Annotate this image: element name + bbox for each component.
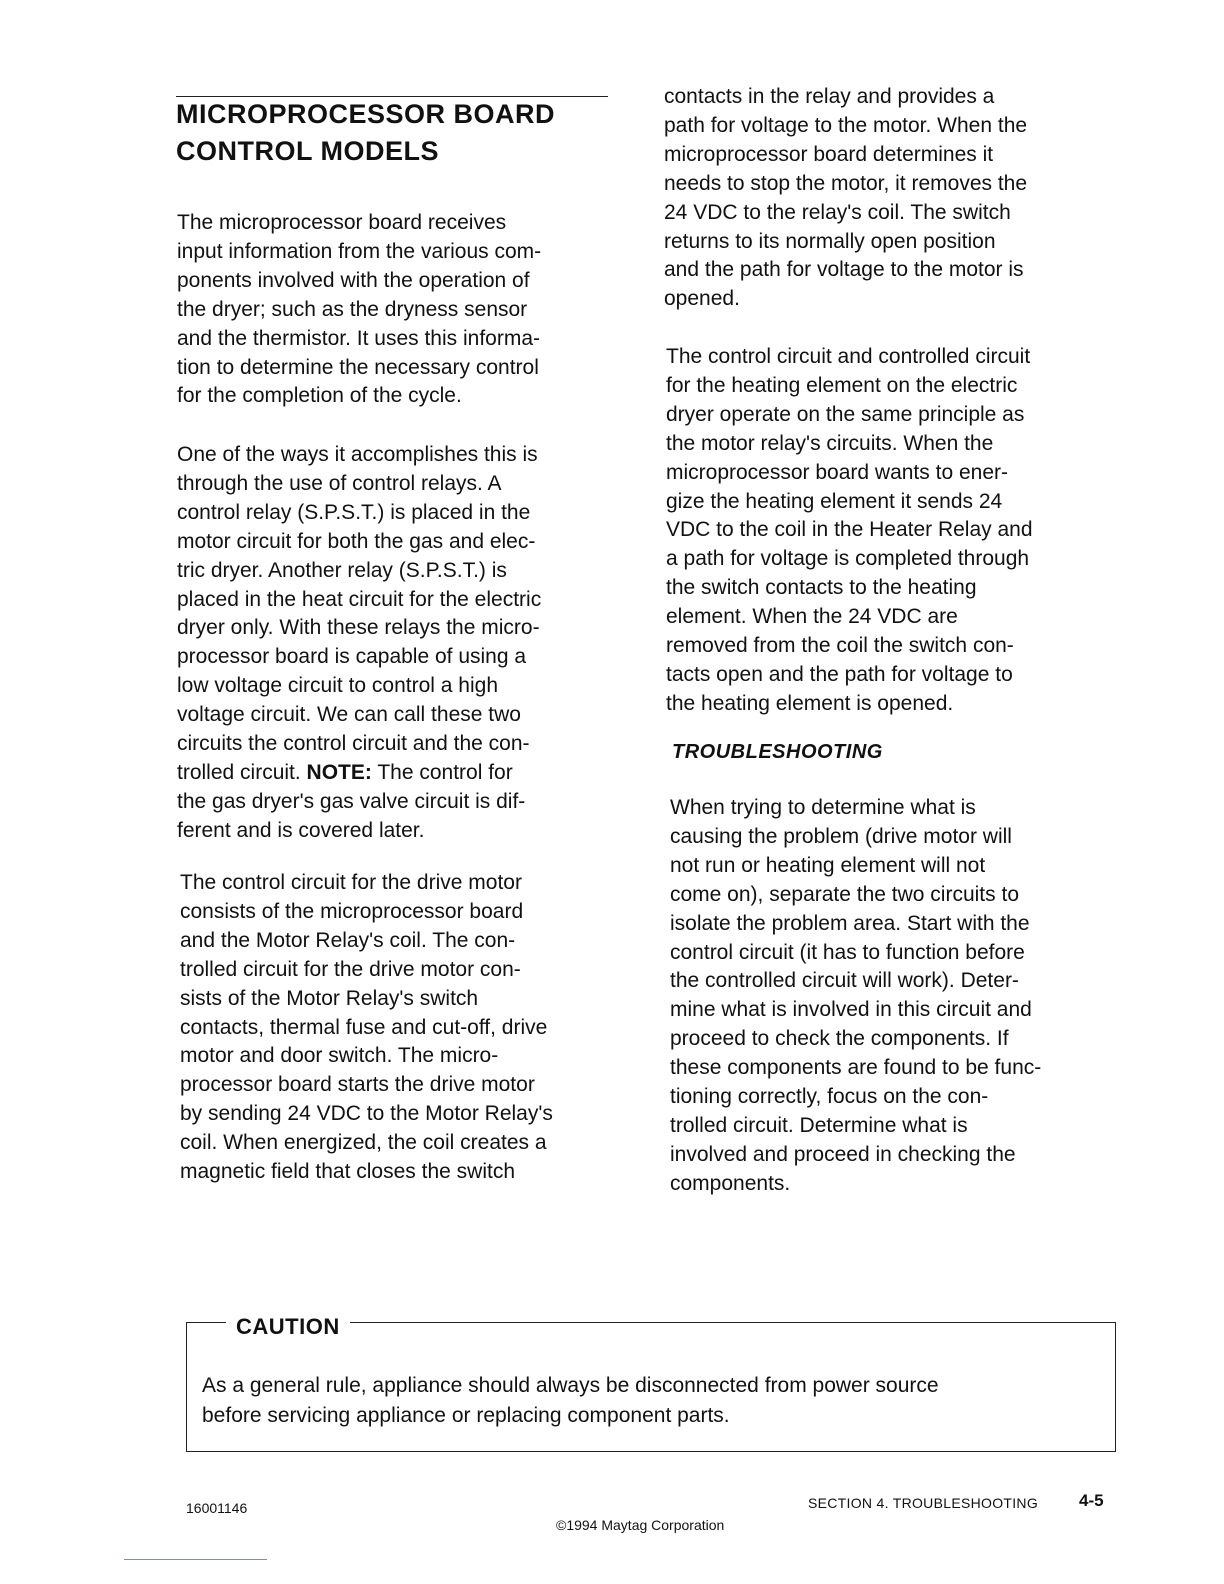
page-title [176,96,616,170]
text-line: proceed to check the components. If [670,1027,1009,1051]
text-line: magnetic field that closes the switch [180,1160,515,1184]
text-line: tric dryer. Another relay (S.P.S.T.) is [177,558,507,582]
text-line: opened. [664,287,740,311]
text-line: The microprocessor board receives [177,211,507,234]
text-line: tacts open and the path for voltage to [666,662,1013,686]
text-line: microprocessor board determines it [664,142,994,166]
caution-line: As a general rule, appliance should always be disconnected from power source [202,1374,939,1397]
text-line: by sending 24 VDC to the Motor Relay's [180,1102,553,1126]
text-line: One of the ways it accomplishes this is [177,443,538,466]
right-column-para-1 [664,83,1114,314]
text-line: tioning correctly, focus on the con- [670,1085,989,1109]
text-line: input information from the various com- [177,239,542,263]
caution-text [202,1371,939,1430]
text-line: causing the problem (drive motor will [670,824,1012,848]
note-prefix: trolled circuit. [177,760,307,784]
text-line: these components are found to be func- [670,1056,1042,1080]
text-line: control circuit (it has to function before [670,940,1025,964]
left-column-para-2 [177,441,627,846]
text-line: The control circuit for the drive motor [180,871,522,894]
text-line: components. [670,1171,791,1195]
text-line: dryer only. With these relays the micro- [177,616,540,640]
text-line: motor circuit for both the gas and elec- [177,529,536,553]
text-line: come on), separate the two circuits to [670,882,1019,906]
scan-artifact-line [124,1559,267,1560]
left-column-para-1 [177,209,627,411]
document-number: 16001146 [186,1500,248,1516]
text-line: for the completion of the cycle. [177,384,462,408]
text-line: 24 VDC to the relay's coil. The switch [664,200,1011,224]
note-line [177,759,627,788]
text-line: low voltage circuit to control a high [177,674,498,698]
title-line: CONTROL MODELS [176,136,439,166]
title-line: MICROPROCESSOR BOARD [176,99,556,129]
text-line: the motor relay's circuits. When the [666,431,994,455]
text-line: trolled circuit. Determine what is [670,1113,968,1137]
note-label: NOTE: [306,760,372,784]
text-line: returns to its normally open position [664,229,996,253]
text-line: ponents involved with the operation of [177,268,530,292]
text-line: the controlled circuit will work). Deter- [670,969,1019,993]
page-number: 4-5 [1079,1491,1104,1510]
right-column-para-2 [666,343,1116,719]
text-line: for the heating element on the electric [666,373,1018,397]
text-line: tion to determine the necessary control [177,355,539,379]
text-line: contacts in the relay and provides a [664,85,995,108]
text-line: The control circuit and controlled circuit [666,345,1031,368]
text-line: sists of the Motor Relay's switch [180,986,479,1010]
text-line: control relay (S.P.S.T.) is placed in the [177,500,531,524]
right-column-para-3 [670,794,1120,1199]
text-line: and the path for voltage to the motor is [664,258,1024,282]
text-line: removed from the coil the switch con- [666,634,1014,658]
text-line: needs to stop the motor, it removes the [664,171,1028,195]
text-line: the gas dryer's gas valve circuit is dif- [177,789,526,813]
text-line: element. When the 24 VDC are [666,605,958,629]
left-column-para-3 [180,869,630,1187]
copyright-notice: ©1994 Maytag Corporation [556,1517,725,1533]
troubleshooting-heading: TROUBLESHOOTING [672,741,883,763]
text-line: trolled circuit for the drive motor con- [180,957,521,981]
text-line: When trying to determine what is [670,796,976,819]
text-line: not run or heating element will not [670,853,986,877]
text-line: the dryer; such as the dryness sensor [177,297,528,321]
text-line: dryer operate on the same principle as [666,402,1025,426]
text-line: the heating element is opened. [666,691,954,715]
note-suffix: The control for [371,760,513,784]
text-line: consists of the microprocessor board [180,899,524,923]
section-label: SECTION 4. TROUBLESHOOTING [808,1495,1039,1511]
text-line: through the use of control relays. A [177,471,502,495]
text-line: a path for voltage is completed through [666,547,1030,571]
text-line: ferent and is covered later. [177,818,425,842]
text-line: voltage circuit. We can call these two [177,703,521,727]
text-line: and the thermistor. It uses this informa- [177,326,540,350]
text-line: processor board starts the drive motor [180,1073,535,1097]
caution-line: before servicing appliance or replacing component parts. [202,1403,730,1427]
text-line: microprocessor board wants to ener- [666,460,1008,484]
text-line: motor and door switch. The micro- [180,1044,499,1068]
text-line: coil. When energized, the coil creates a [180,1131,547,1155]
text-line: mine what is involved in this circuit and [670,998,1032,1022]
caution-label: CAUTION [226,1313,350,1341]
text-line: involved and proceed in checking the [670,1142,1016,1166]
text-line: and the Motor Relay's coil. The con- [180,928,516,952]
text-line: contacts, thermal fuse and cut-off, drive [180,1015,548,1039]
text-line: processor board is capable of using a [177,645,527,669]
text-line: circuits the control circuit and the con- [177,732,530,756]
text-line: placed in the heat circuit for the electric [177,587,542,611]
text-line: gize the heating element it sends 24 [666,489,1003,513]
text-line: the switch contacts to the heating [666,576,977,600]
text-line: path for voltage to the motor. When the [664,113,1028,137]
text-line: VDC to the coil in the Heater Relay and [666,518,1033,542]
text-line: isolate the problem area. Start with the [670,911,1030,935]
